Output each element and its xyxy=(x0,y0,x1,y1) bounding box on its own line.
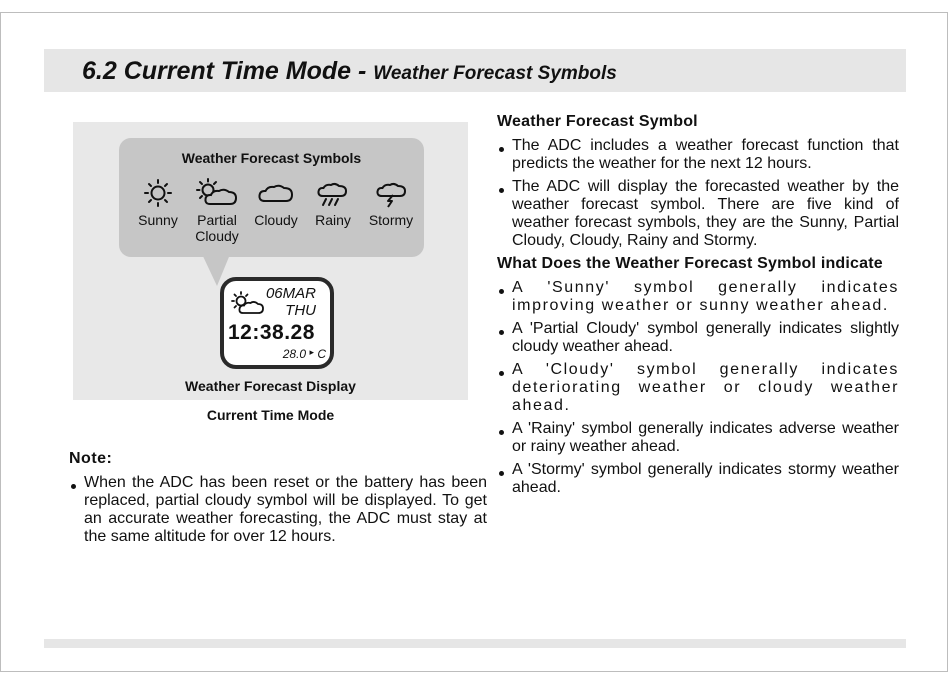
list-item xyxy=(497,178,899,250)
storm-icon xyxy=(371,178,411,208)
display-caption: Weather Forecast Display xyxy=(185,378,356,394)
bullet-icon xyxy=(499,188,504,193)
lcd-day: THU xyxy=(285,302,316,319)
partial-cloudy-icon xyxy=(230,291,266,317)
note-heading: Note: xyxy=(69,450,113,467)
lcd-temperature: 28.0 xyxy=(282,347,307,361)
figure-caption: Current Time Mode xyxy=(206,407,335,423)
list-item xyxy=(497,461,899,497)
note-text xyxy=(69,474,487,546)
heading-what-does-symbol-indicate: What Does the Weather Forecast Symbol indicate xyxy=(497,255,883,272)
symbol-label: Cloudy xyxy=(254,212,298,228)
bullet-icon xyxy=(71,484,76,489)
symbol-cloudy xyxy=(245,178,307,228)
lcd-display xyxy=(220,277,334,369)
list-item-text: A 'Sunny' symbol generally indicates improving weather or sunny weather ahead. xyxy=(512,279,899,314)
lcd-temperature-block xyxy=(283,347,326,361)
symbols-callout xyxy=(119,138,424,257)
lcd-time: 12:38.28 xyxy=(228,321,315,344)
bullet-icon xyxy=(499,471,504,476)
list-item-text: The ADC includes a weather forecast function that predicts the weather for the next 12 hours. xyxy=(512,137,899,172)
list-item-text: A 'Rainy' symbol generally indicates adverse weather or rainy weather ahead. xyxy=(512,420,899,455)
page-title xyxy=(82,57,617,86)
list-item xyxy=(497,137,899,173)
section-title: 6.2 Current Time Mode - xyxy=(82,57,374,85)
list-item-text: The ADC will display the forecasted weather by the weather forecast symbol. There are five kind of weather forecast symbols, they are the Sunny, Partial Cloudy, Cloudy, Rainy and Stormy. xyxy=(512,178,899,249)
symbol-label: Rainy xyxy=(315,212,351,228)
symbols-title: Weather Forecast Symbols xyxy=(181,150,362,166)
list-item-text: A 'Stormy' symbol generally indicates stormy weather ahead. xyxy=(512,461,899,496)
symbol-partial-cloudy xyxy=(186,178,248,244)
bullet-icon xyxy=(499,371,504,376)
symbol-sunny xyxy=(127,178,189,228)
list-item-text: A 'Cloudy' symbol generally indicates deteriorating weather or cloudy weather ahead. xyxy=(512,361,899,414)
rain-icon xyxy=(313,178,353,208)
list-item xyxy=(497,279,899,315)
lcd-date-block xyxy=(266,285,316,319)
section-header xyxy=(44,49,906,92)
bullet-icon xyxy=(499,289,504,294)
note-text-content: When the ADC has been reset or the battery has been replaced, partial cloudy symbol will be displayed. To get an accurate weather forecasting, the ADC must stay at the same altitude for over 12 hours. xyxy=(84,474,487,545)
degree-arrow-icon: ▸ xyxy=(309,347,314,357)
bullet-icon xyxy=(499,430,504,435)
list-item xyxy=(497,420,899,456)
partial-cloudy-icon xyxy=(194,178,240,208)
bullet-icon xyxy=(499,330,504,335)
cloud-icon xyxy=(256,178,296,208)
symbol-stormy xyxy=(360,178,422,228)
figure xyxy=(73,122,468,400)
lcd-unit: C xyxy=(317,347,326,361)
lcd-date: 06MAR xyxy=(265,285,316,302)
symbol-label: Partial Cloudy xyxy=(195,212,239,244)
symbol-label: Stormy xyxy=(368,212,414,228)
list-item-text: A 'Partial Cloudy' symbol generally indicates slightly cloudy weather ahead. xyxy=(512,320,899,355)
list-item xyxy=(497,320,899,356)
symbol-rainy xyxy=(302,178,364,228)
list-item xyxy=(497,361,899,415)
symbol-label: Sunny xyxy=(138,212,178,228)
heading-weather-forecast-symbol: Weather Forecast Symbol xyxy=(497,113,698,130)
bullet-icon xyxy=(499,147,504,152)
footer-bar xyxy=(44,639,906,648)
right-column xyxy=(497,113,899,497)
sun-icon xyxy=(141,178,175,208)
section-subtitle: Weather Forecast Symbols xyxy=(373,63,617,84)
